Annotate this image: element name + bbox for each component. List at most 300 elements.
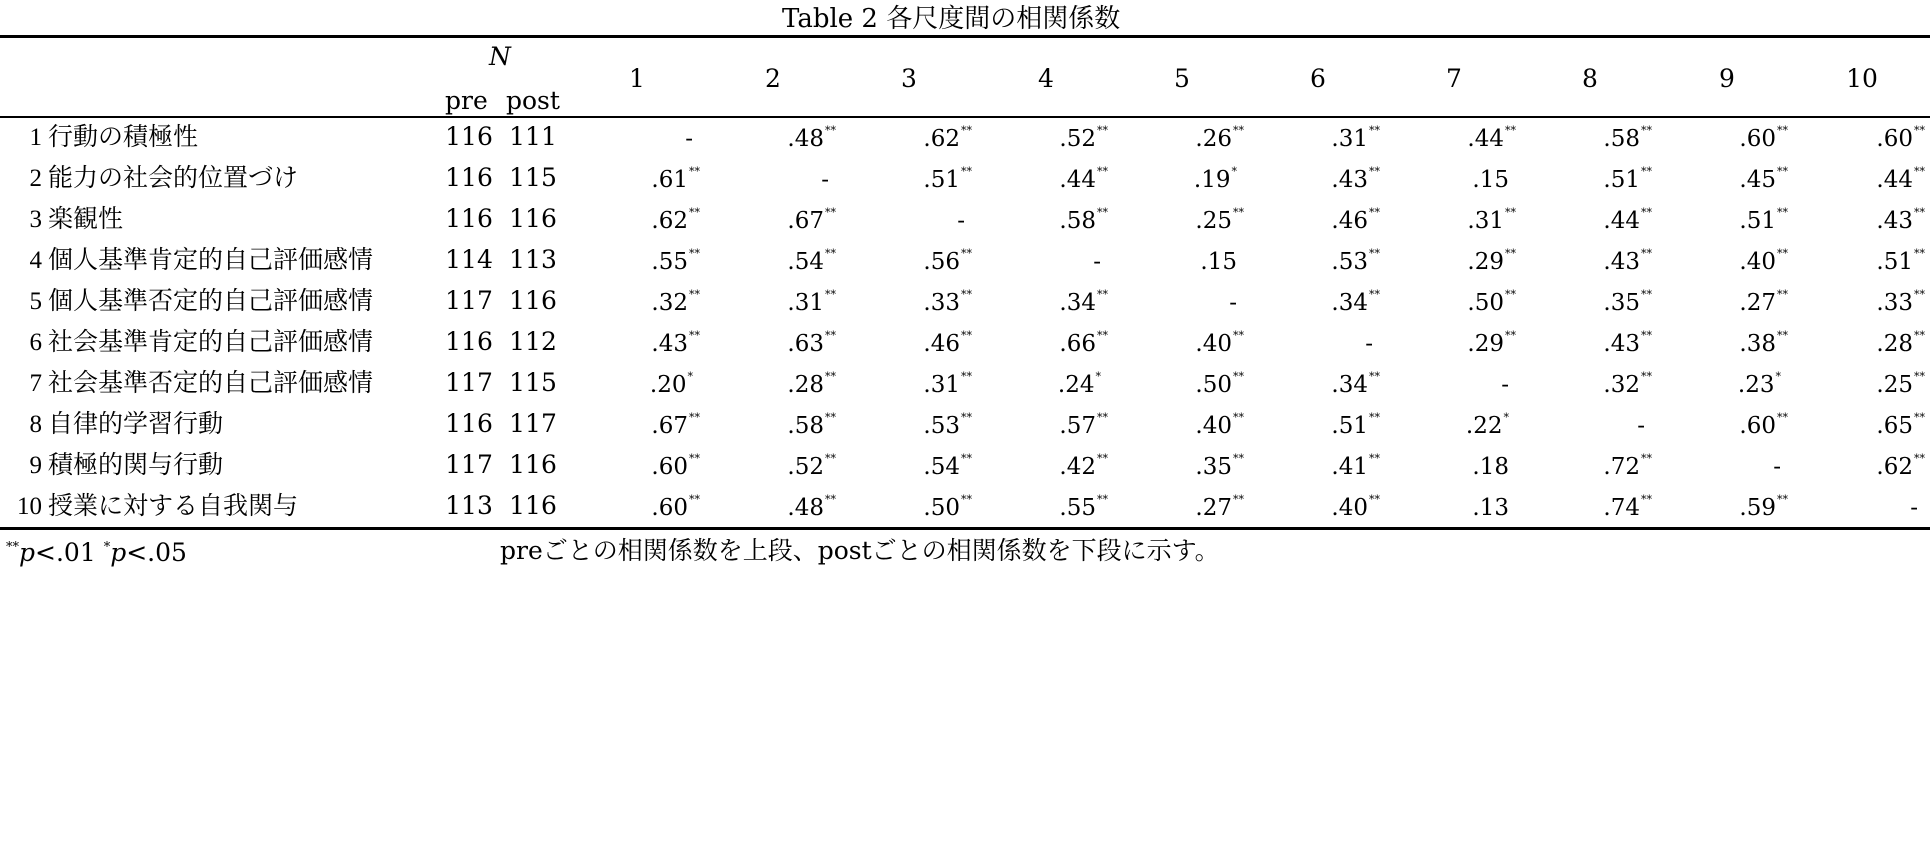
scale-name: 授業に対する自我関与 xyxy=(48,491,299,520)
row-label xyxy=(8,288,373,314)
correlation-cell xyxy=(1365,333,1373,356)
correlation-value: .25 xyxy=(1876,372,1913,398)
correlation-cell xyxy=(787,493,836,521)
correlation-cell xyxy=(1059,124,1108,152)
correlation-value: .60 xyxy=(651,495,688,521)
correlation-cell xyxy=(1637,415,1645,438)
correlation-value: .63 xyxy=(787,331,824,357)
row-label xyxy=(8,370,373,396)
correlation-cell xyxy=(1059,206,1108,234)
correlation-value: .53 xyxy=(1331,249,1368,275)
significance-marker: * xyxy=(1503,411,1509,424)
column-header-7: 7 xyxy=(1446,64,1462,93)
correlation-value: .40 xyxy=(1195,331,1232,357)
row-label xyxy=(8,411,223,437)
correlation-value: - xyxy=(1365,331,1373,357)
significance-marker: ** xyxy=(1097,452,1108,465)
correlation-value: .58 xyxy=(1059,208,1096,234)
significance-marker: ** xyxy=(825,411,836,424)
correlation-value: - xyxy=(1910,495,1918,521)
correlation-value: .31 xyxy=(787,290,824,316)
significance-marker: ** xyxy=(825,288,836,301)
correlation-cell xyxy=(651,452,700,480)
significance-marker: ** xyxy=(825,247,836,260)
correlation-value: .27 xyxy=(1195,495,1232,521)
correlation-cell xyxy=(787,206,836,234)
correlation-cell xyxy=(1739,165,1788,193)
correlation-value: .54 xyxy=(923,454,960,480)
correlation-cell xyxy=(1603,370,1652,398)
significance-marker: ** xyxy=(689,247,700,260)
correlation-value: .59 xyxy=(1739,495,1776,521)
correlation-cell xyxy=(1467,206,1516,234)
significance-marker: ** xyxy=(1914,411,1925,424)
correlation-cell xyxy=(651,329,700,357)
correlation-cell xyxy=(1910,497,1918,520)
significance-marker: ** xyxy=(1233,329,1244,342)
correlation-cell xyxy=(1876,452,1925,480)
significance-marker: ** xyxy=(961,329,972,342)
significance-marker: ** xyxy=(1641,247,1652,260)
correlation-value: .33 xyxy=(1876,290,1913,316)
scale-name: 自律的学習行動 xyxy=(48,409,224,438)
correlation-value: .26 xyxy=(1195,126,1232,152)
n-pre-value: 116 xyxy=(445,122,493,151)
correlation-cell xyxy=(1603,288,1652,316)
significance-marker: ** xyxy=(1369,206,1380,219)
correlation-value: .46 xyxy=(1331,208,1368,234)
significance-marker: ** xyxy=(825,124,836,137)
significance-marker: ** xyxy=(961,370,972,383)
significance-marker: ** xyxy=(1914,370,1925,383)
significance-marker: ** xyxy=(825,370,836,383)
n-post-value: 115 xyxy=(509,368,557,397)
column-header-10: 10 xyxy=(1846,64,1878,93)
correlation-cell xyxy=(923,247,972,275)
correlation-cell xyxy=(923,370,972,398)
significance-marker: ** xyxy=(1369,288,1380,301)
correlation-cell xyxy=(1057,370,1101,398)
scale-name: 社会基準否定的自己評価感情 xyxy=(48,368,374,397)
correlation-cell xyxy=(1059,452,1108,480)
significance-marker: ** xyxy=(689,452,700,465)
significance-marker: ** xyxy=(1097,288,1108,301)
p-symbol-2: p xyxy=(110,538,127,567)
significance-marker: ** xyxy=(1914,247,1925,260)
significance-marker: ** xyxy=(1641,165,1652,178)
correlation-value: .51 xyxy=(1739,208,1776,234)
correlation-value: .45 xyxy=(1739,167,1776,193)
correlation-cell xyxy=(1603,124,1652,152)
correlation-cell xyxy=(1331,206,1380,234)
correlation-value: .44 xyxy=(1059,167,1096,193)
correlation-value: .41 xyxy=(1331,454,1368,480)
significance-marker: ** xyxy=(1369,493,1380,506)
significance-marker: ** xyxy=(825,493,836,506)
row-number: 5 xyxy=(29,288,42,315)
correlation-cell xyxy=(923,329,972,357)
n-post-value: 115 xyxy=(509,163,557,192)
correlation-cell xyxy=(1737,370,1781,398)
correlation-value: .23 xyxy=(1737,372,1775,398)
correlation-cell xyxy=(1876,329,1925,357)
correlation-value: .33 xyxy=(923,290,960,316)
correlation-value: .22 xyxy=(1465,413,1503,439)
correlation-value: .34 xyxy=(1331,290,1368,316)
row-number: 10 xyxy=(17,493,42,520)
correlation-value: .15 xyxy=(1472,167,1509,193)
correlation-cell xyxy=(1603,206,1652,234)
significance-note xyxy=(6,540,187,565)
correlation-cell xyxy=(1331,370,1380,398)
correlation-cell xyxy=(651,247,700,275)
significance-marker: ** xyxy=(1097,329,1108,342)
significance-marker: ** xyxy=(689,206,700,219)
correlation-cell xyxy=(787,411,836,439)
n-header: N xyxy=(489,42,511,71)
significance-marker: * xyxy=(1775,370,1781,383)
correlation-value: .29 xyxy=(1467,249,1504,275)
row-label xyxy=(8,124,198,150)
significance-marker: ** xyxy=(1505,124,1516,137)
row-number: 6 xyxy=(29,329,42,356)
significance-marker: ** xyxy=(1233,411,1244,424)
correlation-value: .55 xyxy=(1059,495,1096,521)
significance-marker: ** xyxy=(1777,206,1788,219)
row-label xyxy=(8,206,123,232)
correlation-cell xyxy=(923,124,972,152)
significance-marker: ** xyxy=(1641,288,1652,301)
correlation-cell xyxy=(1603,452,1652,480)
correlation-cell xyxy=(1773,456,1781,479)
correlation-cell xyxy=(1876,247,1925,275)
correlation-value: .35 xyxy=(1603,290,1640,316)
correlation-cell xyxy=(651,288,700,316)
significance-marker: ** xyxy=(689,493,700,506)
significance-marker: ** xyxy=(961,124,972,137)
correlation-value: .48 xyxy=(787,495,824,521)
correlation-cell xyxy=(1195,411,1244,439)
correlation-value: .72 xyxy=(1603,454,1640,480)
correlation-value: .18 xyxy=(1472,454,1509,480)
correlation-value: .13 xyxy=(1472,495,1509,521)
correlation-value: .35 xyxy=(1195,454,1232,480)
correlation-value: .51 xyxy=(1876,249,1913,275)
correlation-value: .46 xyxy=(923,331,960,357)
sig-marker-2: * xyxy=(103,540,111,555)
row-label xyxy=(8,493,298,519)
significance-marker: ** xyxy=(825,329,836,342)
correlation-cell xyxy=(1200,251,1237,274)
column-header-3: 3 xyxy=(901,64,917,93)
significance-marker: ** xyxy=(1233,206,1244,219)
n-pre-value: 116 xyxy=(445,204,493,233)
significance-marker: ** xyxy=(1777,329,1788,342)
column-header-1: 1 xyxy=(629,64,645,93)
correlation-value: .31 xyxy=(1331,126,1368,152)
correlation-value: .40 xyxy=(1331,495,1368,521)
correlation-value: - xyxy=(685,126,693,152)
correlation-cell xyxy=(1603,329,1652,357)
column-header-4: 4 xyxy=(1038,64,1054,93)
correlation-value: .38 xyxy=(1739,331,1776,357)
correlation-cell xyxy=(1331,411,1380,439)
correlation-cell xyxy=(923,288,972,316)
correlation-cell xyxy=(787,288,836,316)
correlation-cell xyxy=(1501,374,1509,397)
correlation-value: .28 xyxy=(1876,331,1913,357)
correlation-value: .51 xyxy=(923,167,960,193)
scale-name: 社会基準肯定的自己評価感情 xyxy=(48,327,374,356)
n-post-value: 116 xyxy=(509,286,557,315)
significance-marker: ** xyxy=(1777,288,1788,301)
n-pre-value: 116 xyxy=(445,409,493,438)
p-symbol-1: p xyxy=(19,538,36,567)
n-pre-value: 114 xyxy=(445,245,493,274)
correlation-value: .57 xyxy=(1059,413,1096,439)
significance-marker: ** xyxy=(689,288,700,301)
significance-marker: ** xyxy=(1369,247,1380,260)
correlation-value: .55 xyxy=(651,249,688,275)
correlation-cell xyxy=(1331,288,1380,316)
row-label xyxy=(8,329,373,355)
correlation-cell xyxy=(1193,165,1237,193)
row-number: 2 xyxy=(29,165,42,192)
correlation-cell xyxy=(923,493,972,521)
correlation-cell xyxy=(1739,411,1788,439)
correlation-cell xyxy=(1229,292,1237,315)
correlation-value: .15 xyxy=(1200,249,1237,275)
correlation-cell xyxy=(1603,493,1652,521)
n-post-value: 112 xyxy=(509,327,557,356)
correlation-value: .51 xyxy=(1331,413,1368,439)
correlation-value: .67 xyxy=(787,208,824,234)
significance-marker: ** xyxy=(1369,452,1380,465)
correlation-cell xyxy=(923,165,972,193)
correlation-cell xyxy=(1876,288,1925,316)
row-number: 9 xyxy=(29,452,42,479)
significance-marker: ** xyxy=(1097,165,1108,178)
correlation-cell xyxy=(1331,124,1380,152)
top-rule xyxy=(0,35,1930,38)
significance-marker: ** xyxy=(1369,370,1380,383)
correlation-cell xyxy=(1195,493,1244,521)
correlation-cell xyxy=(1059,165,1108,193)
correlation-value: .50 xyxy=(1195,372,1232,398)
correlation-cell xyxy=(1876,206,1925,234)
correlation-cell xyxy=(787,247,836,275)
scale-name: 積極的関与行動 xyxy=(48,450,224,479)
correlation-value: .50 xyxy=(1467,290,1504,316)
correlation-value: .44 xyxy=(1603,208,1640,234)
correlation-value: - xyxy=(1093,249,1101,275)
significance-marker: ** xyxy=(1097,411,1108,424)
correlation-value: .60 xyxy=(1739,126,1776,152)
correlation-value: .58 xyxy=(1603,126,1640,152)
significance-marker: ** xyxy=(961,452,972,465)
correlation-value: .27 xyxy=(1739,290,1776,316)
n-pre-value: 116 xyxy=(445,327,493,356)
significance-marker: ** xyxy=(1505,329,1516,342)
correlation-value: .50 xyxy=(923,495,960,521)
bottom-rule xyxy=(0,527,1930,530)
correlation-value: .32 xyxy=(651,290,688,316)
significance-marker: ** xyxy=(961,411,972,424)
n-pre-value: 116 xyxy=(445,163,493,192)
correlation-cell xyxy=(1876,165,1925,193)
significance-marker: ** xyxy=(1641,370,1652,383)
column-header-6: 6 xyxy=(1310,64,1326,93)
significance-marker: ** xyxy=(1914,206,1925,219)
significance-marker: ** xyxy=(1777,411,1788,424)
significance-marker: ** xyxy=(1914,452,1925,465)
correlation-value: .60 xyxy=(1739,413,1776,439)
correlation-value: .32 xyxy=(1603,372,1640,398)
correlation-cell xyxy=(1472,497,1509,520)
correlation-value: .42 xyxy=(1059,454,1096,480)
correlation-cell xyxy=(1195,124,1244,152)
correlation-value: .31 xyxy=(923,372,960,398)
row-number: 8 xyxy=(29,411,42,438)
correlation-cell xyxy=(1059,493,1108,521)
correlation-cell xyxy=(1467,329,1516,357)
scale-name: 楽観性 xyxy=(48,204,124,233)
correlation-value: .54 xyxy=(787,249,824,275)
correlation-cell xyxy=(787,329,836,357)
n-post-value: 116 xyxy=(509,204,557,233)
column-header-8: 8 xyxy=(1582,64,1598,93)
correlation-value: .43 xyxy=(651,331,688,357)
scale-name: 能力の社会的位置づけ xyxy=(48,163,299,192)
correlation-cell xyxy=(1059,329,1108,357)
correlation-value: .48 xyxy=(787,126,824,152)
significance-marker: ** xyxy=(689,411,700,424)
correlation-value: .24 xyxy=(1057,372,1095,398)
correlation-cell xyxy=(923,452,972,480)
correlation-cell xyxy=(1876,370,1925,398)
column-header-2: 2 xyxy=(765,64,781,93)
correlation-value: .43 xyxy=(1603,331,1640,357)
scale-name: 個人基準否定的自己評価感情 xyxy=(48,286,374,315)
correlation-value: - xyxy=(1773,454,1781,480)
correlation-cell xyxy=(1876,124,1925,152)
correlation-cell xyxy=(1331,247,1380,275)
n-post-value: 116 xyxy=(509,491,557,520)
correlation-cell xyxy=(1467,288,1516,316)
header-rule xyxy=(0,116,1930,118)
correlation-value: .52 xyxy=(787,454,824,480)
significance-marker: ** xyxy=(1097,124,1108,137)
correlation-value: - xyxy=(957,208,965,234)
correlation-value: .56 xyxy=(923,249,960,275)
n-post-value: 117 xyxy=(509,409,557,438)
significance-marker: ** xyxy=(1641,329,1652,342)
significance-marker: ** xyxy=(825,452,836,465)
correlation-value: .40 xyxy=(1739,249,1776,275)
correlation-value: .28 xyxy=(787,372,824,398)
significance-marker: ** xyxy=(1505,247,1516,260)
correlation-value: .62 xyxy=(651,208,688,234)
correlation-cell xyxy=(651,206,700,234)
correlation-cell xyxy=(1059,288,1108,316)
significance-marker: ** xyxy=(1641,493,1652,506)
correlation-value: .62 xyxy=(1876,454,1913,480)
significance-marker: * xyxy=(687,370,693,383)
significance-marker: ** xyxy=(1505,288,1516,301)
significance-marker: ** xyxy=(1233,493,1244,506)
sig-marker-1: ** xyxy=(6,540,19,555)
significance-marker: ** xyxy=(1641,206,1652,219)
correlation-value: .74 xyxy=(1603,495,1640,521)
correlation-value: .31 xyxy=(1467,208,1504,234)
correlation-value: - xyxy=(1637,413,1645,439)
correlation-cell xyxy=(649,370,693,398)
correlation-value: .19 xyxy=(1193,167,1231,193)
correlation-value: .44 xyxy=(1467,126,1504,152)
significance-marker: ** xyxy=(689,165,700,178)
row-label xyxy=(8,452,223,478)
correlation-value: .52 xyxy=(1059,126,1096,152)
correlation-cell xyxy=(685,128,693,151)
correlation-value: .29 xyxy=(1467,331,1504,357)
row-label xyxy=(8,247,373,273)
scale-name: 行動の積極性 xyxy=(48,122,199,151)
post-header: post xyxy=(506,86,560,115)
significance-marker: ** xyxy=(689,329,700,342)
correlation-value: .58 xyxy=(787,413,824,439)
correlation-value: .60 xyxy=(651,454,688,480)
correlation-cell xyxy=(1331,165,1380,193)
correlation-value: .34 xyxy=(1331,372,1368,398)
correlation-cell xyxy=(651,411,700,439)
significance-marker: ** xyxy=(1505,206,1516,219)
correlation-value: .40 xyxy=(1195,413,1232,439)
significance-marker: ** xyxy=(1097,206,1108,219)
significance-marker: ** xyxy=(1369,124,1380,137)
correlation-value: .61 xyxy=(651,167,688,193)
correlation-cell xyxy=(1472,456,1509,479)
significance-marker: ** xyxy=(1233,452,1244,465)
correlation-cell xyxy=(651,165,700,193)
correlation-cell xyxy=(1739,288,1788,316)
n-pre-value: 117 xyxy=(445,368,493,397)
column-header-5: 5 xyxy=(1174,64,1190,93)
row-number: 7 xyxy=(29,370,42,397)
correlation-cell xyxy=(1603,165,1652,193)
correlation-cell xyxy=(1195,206,1244,234)
correlation-cell xyxy=(957,210,965,233)
n-post-value: 111 xyxy=(509,122,557,151)
row-number: 4 xyxy=(29,247,42,274)
scale-name: 個人基準肯定的自己評価感情 xyxy=(48,245,374,274)
correlation-cell xyxy=(1603,247,1652,275)
significance-marker: ** xyxy=(1233,124,1244,137)
significance-marker: ** xyxy=(825,206,836,219)
significance-marker: ** xyxy=(1777,165,1788,178)
correlation-cell xyxy=(1467,124,1516,152)
correlation-value: .51 xyxy=(1603,167,1640,193)
correlation-value: .53 xyxy=(923,413,960,439)
correlation-cell xyxy=(1739,124,1788,152)
correlation-value: .43 xyxy=(1331,167,1368,193)
correlation-cell xyxy=(787,452,836,480)
significance-marker: ** xyxy=(1777,124,1788,137)
correlation-value: .66 xyxy=(1059,331,1096,357)
correlation-value: .44 xyxy=(1876,167,1913,193)
table-title: Table 2 各尺度間の相関係数 xyxy=(782,4,1121,34)
correlation-cell xyxy=(1739,206,1788,234)
correlation-cell xyxy=(1195,329,1244,357)
